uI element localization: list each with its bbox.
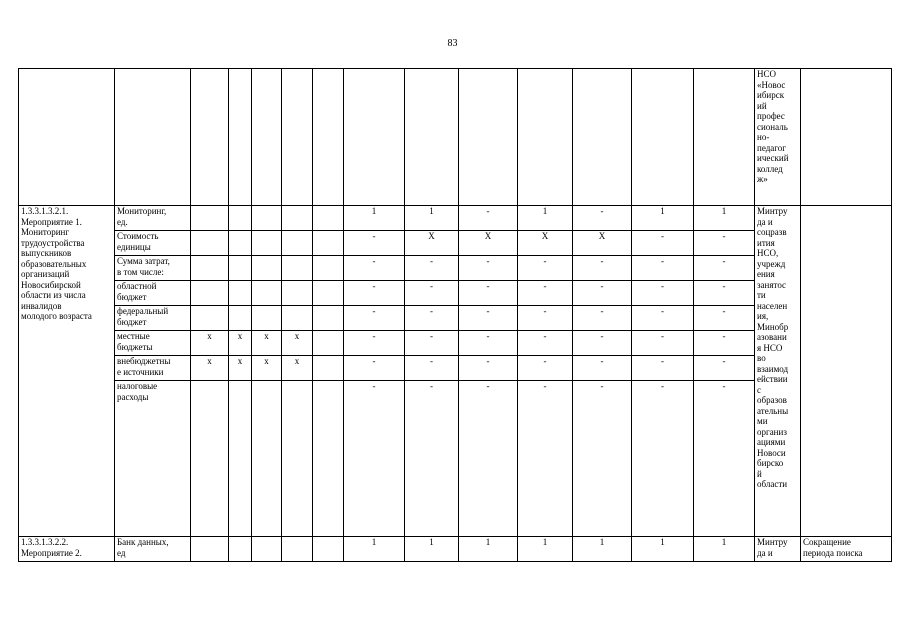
cell — [252, 69, 282, 206]
year-value: - — [632, 281, 694, 306]
table-row — [19, 537, 892, 562]
indicator-label: местные бюджеты — [115, 331, 191, 356]
cell — [282, 69, 313, 206]
indicator-label: Банк данных, ед — [115, 537, 191, 562]
year-value: 1 — [632, 206, 694, 231]
cell — [313, 356, 344, 381]
cell — [313, 537, 344, 562]
year-value: - — [632, 381, 694, 537]
cell — [313, 381, 344, 537]
cell: x — [229, 331, 252, 356]
cell — [313, 256, 344, 281]
year-value: - — [518, 381, 573, 537]
year-value: - — [344, 306, 405, 331]
cell — [191, 69, 229, 206]
indicator-label: налоговые расходы — [115, 381, 191, 537]
cell — [252, 381, 282, 537]
year-value: - — [405, 356, 459, 381]
year-value: - — [518, 306, 573, 331]
cell — [282, 306, 313, 331]
cell — [229, 206, 252, 231]
cell — [229, 306, 252, 331]
cell: x — [191, 331, 229, 356]
table-row — [19, 206, 892, 231]
cell: x — [282, 331, 313, 356]
year-value: - — [405, 306, 459, 331]
year-value: - — [344, 256, 405, 281]
year-value: - — [573, 281, 632, 306]
cell — [252, 206, 282, 231]
year-value: 1 — [405, 537, 459, 562]
cell — [632, 69, 694, 206]
cell: x — [191, 356, 229, 381]
year-value: - — [344, 231, 405, 256]
cell — [694, 69, 755, 206]
year-value: - — [573, 331, 632, 356]
page-number: 83 — [447, 38, 458, 49]
cell — [313, 331, 344, 356]
year-value: - — [632, 331, 694, 356]
cell — [252, 231, 282, 256]
year-value: - — [694, 381, 755, 537]
indicator-label: внебюджетны е источники — [115, 356, 191, 381]
cell — [229, 381, 252, 537]
year-value: - — [632, 356, 694, 381]
year-value: - — [694, 256, 755, 281]
year-value: 1 — [518, 206, 573, 231]
year-value: 1 — [518, 537, 573, 562]
indicator-label: областной бюджет — [115, 281, 191, 306]
cell — [313, 281, 344, 306]
year-value: - — [459, 281, 518, 306]
cell: x — [229, 356, 252, 381]
year-value: - — [344, 281, 405, 306]
cell — [191, 381, 229, 537]
continuation-row — [19, 69, 892, 206]
event2-result-cell: Сокращение периода поиска — [801, 537, 892, 562]
year-value: - — [694, 331, 755, 356]
year-value: - — [632, 256, 694, 281]
year-value: - — [694, 231, 755, 256]
cell — [191, 256, 229, 281]
year-value: X — [459, 231, 518, 256]
cell — [573, 69, 632, 206]
cell — [459, 69, 518, 206]
cell — [252, 537, 282, 562]
cell — [229, 256, 252, 281]
year-value: 1 — [632, 537, 694, 562]
responsible-cell: НСО «Новос ибирск ий профес сиональ но- педагог ический коллед ж» — [755, 69, 801, 206]
year-value: 1 — [694, 537, 755, 562]
year-value: 1 — [694, 206, 755, 231]
year-value: - — [694, 306, 755, 331]
year-value: - — [405, 281, 459, 306]
cell — [282, 256, 313, 281]
year-value: - — [573, 256, 632, 281]
indicator-label: федеральный бюджет — [115, 306, 191, 331]
cell — [191, 231, 229, 256]
cell — [191, 281, 229, 306]
indicator-label: Сумма затрат, в том числе: — [115, 256, 191, 281]
year-value: - — [459, 206, 518, 231]
year-value: - — [632, 306, 694, 331]
cell — [252, 281, 282, 306]
year-value: 1 — [344, 537, 405, 562]
cell — [115, 69, 191, 206]
cell — [229, 537, 252, 562]
year-value: - — [518, 331, 573, 356]
cell — [229, 281, 252, 306]
event2-responsible-cell: Минтру да и — [755, 537, 801, 562]
year-value: - — [694, 281, 755, 306]
year-value: - — [459, 256, 518, 281]
year-value: - — [459, 381, 518, 537]
cell — [191, 206, 229, 231]
event1-responsible-cell: Минтру да и соцразв ития НСО, учрежд ения занятос ти населен ия, Минобр азовани я НСО во взаимод ействии с образов ательны ми организ ациями Новоси бирско й области — [755, 206, 801, 537]
cell — [313, 206, 344, 231]
year-value: - — [459, 306, 518, 331]
year-value: - — [694, 356, 755, 381]
year-value: X — [573, 231, 632, 256]
year-value: X — [405, 231, 459, 256]
year-value: - — [632, 231, 694, 256]
event2-code-cell: 1.3.3.1.3.2.2. Мероприятие 2. — [19, 537, 115, 562]
cell — [252, 306, 282, 331]
cell — [313, 69, 344, 206]
year-value: 1 — [344, 206, 405, 231]
year-value: - — [573, 356, 632, 381]
program-events-table — [18, 68, 892, 562]
cell — [518, 69, 573, 206]
result-cell — [801, 69, 892, 206]
cell — [282, 281, 313, 306]
cell — [229, 231, 252, 256]
year-value: - — [573, 381, 632, 537]
year-value: - — [344, 381, 405, 537]
year-value: - — [518, 256, 573, 281]
year-value: - — [405, 331, 459, 356]
indicator-label: Стоимость единицы — [115, 231, 191, 256]
year-value: - — [459, 331, 518, 356]
year-value: - — [518, 356, 573, 381]
year-value: - — [573, 206, 632, 231]
event1-code-cell: 1.3.3.1.3.2.1. Мероприятие 1. Мониторинг трудоустройства выпускников образовательных организаций Новосибирской области из числа инвалидов молодого возраста — [19, 206, 115, 537]
year-value: 1 — [459, 537, 518, 562]
year-value: X — [518, 231, 573, 256]
year-value: - — [573, 306, 632, 331]
cell — [282, 206, 313, 231]
cell — [313, 231, 344, 256]
year-value: - — [344, 331, 405, 356]
cell — [191, 306, 229, 331]
cell — [282, 231, 313, 256]
cell — [313, 306, 344, 331]
cell — [405, 69, 459, 206]
cell — [282, 537, 313, 562]
cell — [19, 69, 115, 206]
year-value: - — [518, 281, 573, 306]
cell: x — [252, 356, 282, 381]
year-value: - — [344, 356, 405, 381]
year-value: - — [405, 381, 459, 537]
cell — [282, 381, 313, 537]
cell — [191, 537, 229, 562]
year-value: - — [405, 256, 459, 281]
event1-result-cell — [801, 206, 892, 537]
cell — [252, 256, 282, 281]
year-value: 1 — [405, 206, 459, 231]
cell — [229, 69, 252, 206]
indicator-label: Мониторинг, ед. — [115, 206, 191, 231]
cell: x — [282, 356, 313, 381]
cell: x — [252, 331, 282, 356]
year-value: 1 — [573, 537, 632, 562]
year-value: - — [459, 356, 518, 381]
cell — [344, 69, 405, 206]
